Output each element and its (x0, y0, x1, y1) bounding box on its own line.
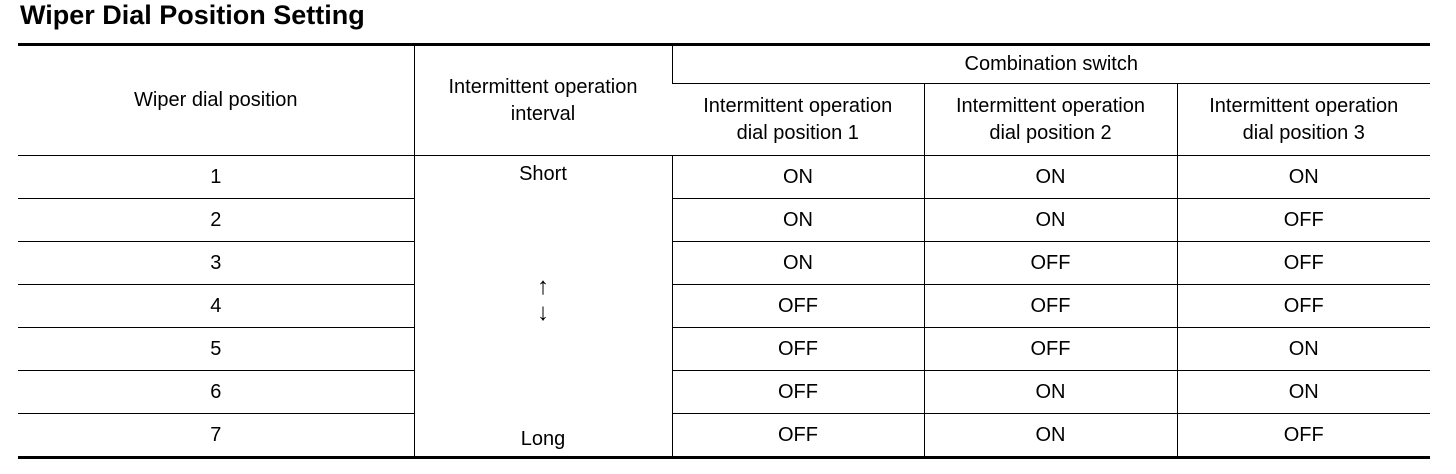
interval-short-label: Short (519, 163, 567, 185)
header-interval-line1: Intermittent operation (448, 75, 638, 98)
table-row (18, 414, 1430, 458)
header-dial-1-line2: dial position 1 (736, 121, 859, 144)
header-dial-1-line1: Intermittent operation (703, 94, 893, 117)
wiper-position-cell: 6 (18, 371, 414, 414)
header-dial-3-line2: dial position 3 (1242, 121, 1365, 144)
dial-3-cell: ON (1177, 371, 1430, 414)
wiper-position-cell: 2 (18, 199, 414, 242)
header-dial-3 (1177, 84, 1430, 156)
arrow-down-icon: ↓ (537, 299, 549, 326)
wiper-position-cell: 7 (210, 423, 222, 446)
interval-long-label: Long (520, 428, 566, 450)
page-title: Wiper Dial Position Setting (20, 0, 365, 30)
dial-2-cell: OFF (924, 328, 1177, 371)
header-interval (414, 45, 672, 156)
dial-1-cell: OFF (672, 371, 924, 414)
dial-2-cell: ON (924, 199, 1177, 242)
header-combination-switch (672, 45, 1430, 84)
dial-1-cell: OFF (672, 328, 924, 371)
header-row-1 (18, 45, 1430, 84)
dial-1-cell: ON (672, 242, 924, 285)
wiper-position-cell: 4 (18, 285, 414, 328)
wiper-position-cell: 3 (18, 242, 414, 285)
interval-arrows (415, 274, 672, 326)
wiper-position-cell: 5 (18, 328, 414, 371)
table-row (18, 199, 1430, 242)
interval-cell (414, 156, 672, 458)
header-dial-1 (672, 84, 924, 156)
arrow-up-icon: ↑ (537, 273, 549, 300)
dial-1-cell: ON (672, 199, 924, 242)
dial-1-cell: ON (672, 156, 924, 199)
dial-3-cell: OFF (1177, 199, 1430, 242)
header-dial-2-line1: Intermittent operation (956, 94, 1145, 117)
dial-2-cell: OFF (924, 242, 1177, 285)
table-row (18, 285, 1430, 328)
dial-3-cell: OFF (1177, 414, 1430, 458)
header-wiper-dial-position-label: Wiper dial position (134, 89, 298, 111)
dial-2-cell: ON (924, 156, 1177, 199)
header-wiper-dial-position (18, 45, 414, 156)
header-interval-line2: interval (510, 102, 576, 125)
wiper-dial-table (18, 43, 1430, 459)
table-row (18, 371, 1430, 414)
wiper-position-cell: 1 (18, 156, 414, 199)
dial-1-cell: OFF (672, 414, 924, 458)
dial-2-cell: ON (924, 414, 1177, 458)
dial-2-cell: OFF (924, 285, 1177, 328)
header-dial-2-line2: dial position 2 (989, 121, 1112, 144)
dial-3-cell: OFF (1177, 285, 1430, 328)
table-row (18, 328, 1430, 371)
dial-1-cell: OFF (672, 285, 924, 328)
header-dial-3-line1: Intermittent operation (1209, 94, 1399, 117)
dial-2-cell: ON (924, 371, 1177, 414)
header-combination-switch-label: Combination switch (964, 53, 1138, 75)
header-dial-2 (924, 84, 1177, 156)
dial-3-cell: ON (1177, 328, 1430, 371)
table-row (18, 242, 1430, 285)
table-row (18, 156, 1430, 199)
dial-3-cell: ON (1177, 156, 1430, 199)
dial-3-cell: OFF (1177, 242, 1430, 285)
